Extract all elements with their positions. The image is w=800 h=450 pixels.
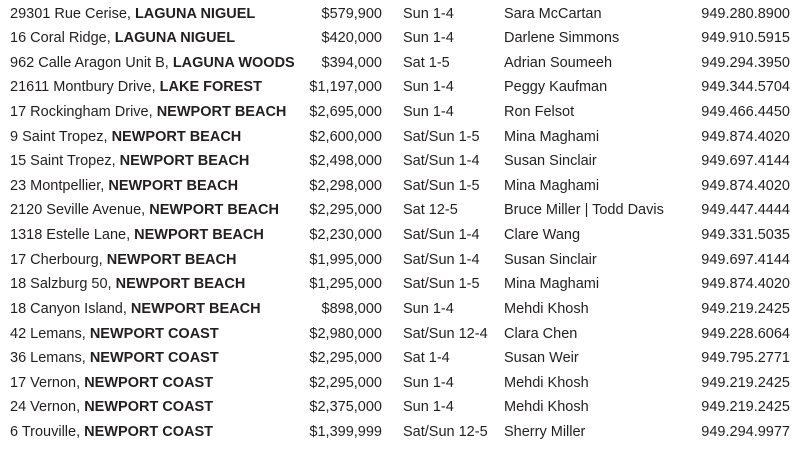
listing-price: $2,230,000 <box>309 227 382 244</box>
listing-open-hours: Sat/Sun 1-4 <box>403 153 480 170</box>
listing-price: $1,399,999 <box>309 424 382 441</box>
listing-address-cell <box>10 297 261 322</box>
listing-price: $2,695,000 <box>309 103 382 120</box>
listing-row <box>0 51 800 76</box>
listing-row <box>0 2 800 27</box>
listing-open-hours: Sat/Sun 12-4 <box>403 325 488 342</box>
listing-agent: Mina Maghami <box>504 128 600 145</box>
listing-address-cell <box>10 223 264 248</box>
listing-phone: 949.331.5035 <box>701 227 790 244</box>
listing-agent: Susan Weir <box>504 350 579 367</box>
listing-phone: 949.219.2425 <box>701 300 790 317</box>
listing-row <box>0 346 800 371</box>
listing-street: 24 Vernon, <box>10 399 81 416</box>
listing-row <box>0 272 800 297</box>
listing-address-cell <box>10 371 213 396</box>
listing-price: $2,498,000 <box>309 153 382 170</box>
listing-city: NEWPORT BEACH <box>106 251 237 268</box>
listing-row <box>0 420 800 445</box>
listing-agent: Sherry Miller <box>504 424 586 441</box>
listing-phone: 949.344.5704 <box>701 79 790 96</box>
listing-city: NEWPORT BEACH <box>149 202 279 219</box>
listing-street: 17 Rockingham Drive, <box>10 103 153 120</box>
listing-open-hours: Sat/Sun 1-4 <box>403 227 480 244</box>
listing-address-cell <box>10 198 279 223</box>
listing-address-cell <box>10 420 213 445</box>
listing-phone: 949.219.2425 <box>701 374 790 391</box>
listing-agent: Mina Maghami <box>504 177 600 194</box>
listing-price: $2,295,000 <box>309 374 382 391</box>
listing-agent: Adrian Soumeeh <box>504 54 613 71</box>
listing-open-hours: Sun 1-4 <box>403 30 454 47</box>
listing-street: 6 Trouville, <box>10 424 81 441</box>
listing-row <box>0 149 800 174</box>
listing-row <box>0 174 800 199</box>
listing-phone: 949.874.4020 <box>701 128 790 145</box>
listing-agent: Clare Wang <box>504 227 581 244</box>
listing-address-cell <box>10 26 235 51</box>
listing-phone: 949.447.4444 <box>701 202 790 219</box>
listing-address-cell <box>10 75 262 100</box>
listing-row <box>0 395 800 420</box>
listing-address-cell <box>10 322 219 347</box>
listing-agent: Mehdi Khosh <box>504 300 589 317</box>
listing-street: 23 Montpellier, <box>10 177 105 194</box>
listing-open-hours: Sun 1-4 <box>403 103 454 120</box>
listing-price: $2,375,000 <box>309 399 382 416</box>
listing-address-cell <box>10 272 245 297</box>
listing-phone: 949.874.4020 <box>701 276 790 293</box>
listing-open-hours: Sat/Sun 12-5 <box>403 424 488 441</box>
listing-price: $1,197,000 <box>309 79 382 96</box>
listing-price: $2,600,000 <box>309 128 382 145</box>
listing-row <box>0 223 800 248</box>
listing-address-cell <box>10 125 241 150</box>
listing-agent: Bruce Miller | Todd Davis <box>504 202 664 219</box>
listing-open-hours: Sun 1-4 <box>403 300 454 317</box>
listing-row <box>0 75 800 100</box>
listing-open-hours: Sat 1-5 <box>403 54 450 71</box>
listing-street: 1318 Estelle Lane, <box>10 227 131 244</box>
listing-row <box>0 371 800 396</box>
listing-city: NEWPORT BEACH <box>156 103 287 120</box>
listing-row <box>0 297 800 322</box>
listing-city: LAGUNA NIGUEL <box>134 5 256 22</box>
listing-city: LAGUNA WOODS <box>172 54 295 71</box>
listing-row <box>0 198 800 223</box>
listing-price: $394,000 <box>321 54 382 71</box>
listing-city: NEWPORT BEACH <box>108 177 239 194</box>
listing-price: $2,980,000 <box>309 325 382 342</box>
listing-phone: 949.228.6064 <box>701 325 790 342</box>
listing-price: $2,298,000 <box>309 177 382 194</box>
listing-open-hours: Sat/Sun 1-5 <box>403 177 480 194</box>
listing-street: 36 Lemans, <box>10 350 86 367</box>
listing-city: LAKE FOREST <box>159 79 262 96</box>
listing-row <box>0 100 800 125</box>
listing-phone: 949.466.4450 <box>701 103 790 120</box>
listing-agent: Ron Felsot <box>504 103 575 120</box>
listing-open-hours: Sat/Sun 1-5 <box>403 128 480 145</box>
listing-city: NEWPORT COAST <box>84 399 214 416</box>
listing-city: NEWPORT BEACH <box>119 153 250 170</box>
listing-phone: 949.874.4020 <box>701 177 790 194</box>
listing-address-cell <box>10 51 295 76</box>
listing-agent: Mina Maghami <box>504 276 600 293</box>
listing-street: 15 Saint Tropez, <box>10 153 116 170</box>
listing-phone: 949.294.9977 <box>701 424 790 441</box>
listing-open-hours: Sun 1-4 <box>403 5 454 22</box>
listing-address-cell <box>10 100 286 125</box>
listing-phone: 949.795.2771 <box>701 350 790 367</box>
listing-open-hours: Sun 1-4 <box>403 399 454 416</box>
listing-street: 29301 Rue Cerise, <box>10 5 131 22</box>
listing-phone: 949.697.4144 <box>701 251 790 268</box>
listing-address-cell <box>10 346 219 371</box>
listing-city: NEWPORT COAST <box>84 374 214 391</box>
listing-agent: Susan Sinclair <box>504 153 597 170</box>
listing-city: NEWPORT BEACH <box>111 128 242 145</box>
listing-agent: Sara McCartan <box>504 5 602 22</box>
listing-price: $2,295,000 <box>309 350 382 367</box>
listing-street: 18 Canyon Island, <box>10 300 127 317</box>
listing-row <box>0 322 800 347</box>
listing-address-cell <box>10 395 213 420</box>
listing-city: NEWPORT BEACH <box>130 300 261 317</box>
listing-open-hours: Sat/Sun 1-5 <box>403 276 480 293</box>
listing-address-cell <box>10 2 255 27</box>
listing-open-hours: Sat 1-4 <box>403 350 450 367</box>
listing-city: NEWPORT COAST <box>89 350 219 367</box>
listing-phone: 949.280.8900 <box>701 5 790 22</box>
listing-open-hours: Sat/Sun 1-4 <box>403 251 480 268</box>
listing-city: LAGUNA NIGUEL <box>114 30 236 47</box>
listing-agent: Susan Sinclair <box>504 251 597 268</box>
listing-street: 2120 Seville Avenue, <box>10 202 146 219</box>
listing-agent: Clara Chen <box>504 325 578 342</box>
listing-city: NEWPORT COAST <box>84 424 214 441</box>
listing-street: 16 Coral Ridge, <box>10 30 111 47</box>
listing-row <box>0 248 800 273</box>
listing-agent: Mehdi Khosh <box>504 374 589 391</box>
listing-street: 18 Salzburg 50, <box>10 276 112 293</box>
listing-address-cell <box>10 248 236 273</box>
listing-row <box>0 26 800 51</box>
listing-street: 42 Lemans, <box>10 325 86 342</box>
listing-open-hours: Sat 12-5 <box>403 202 458 219</box>
listing-agent: Mehdi Khosh <box>504 399 589 416</box>
listing-price: $1,295,000 <box>309 276 382 293</box>
listing-row <box>0 125 800 150</box>
listing-price: $1,995,000 <box>309 251 382 268</box>
listing-city: NEWPORT BEACH <box>134 227 264 244</box>
listing-agent: Peggy Kaufman <box>504 79 608 96</box>
listing-phone: 949.219.2425 <box>701 399 790 416</box>
listing-city: NEWPORT BEACH <box>115 276 246 293</box>
listing-agent: Darlene Simmons <box>504 30 620 47</box>
listing-price: $579,900 <box>321 5 382 22</box>
listing-street: 962 Calle Aragon Unit B, <box>10 54 169 71</box>
listing-street: 17 Vernon, <box>10 374 81 391</box>
listing-price: $420,000 <box>321 30 382 47</box>
listing-open-hours: Sun 1-4 <box>403 374 454 391</box>
listing-street: 9 Saint Tropez, <box>10 128 108 145</box>
listing-phone: 949.294.3950 <box>701 54 790 71</box>
listing-address-cell <box>10 149 249 174</box>
listing-phone: 949.910.5915 <box>701 30 790 47</box>
listing-phone: 949.697.4144 <box>701 153 790 170</box>
listing-address-cell <box>10 174 238 199</box>
listing-street: 21611 Montbury Drive, <box>10 79 156 96</box>
listing-price: $2,295,000 <box>309 202 382 219</box>
listing-street: 17 Cherbourg, <box>10 251 103 268</box>
listing-open-hours: Sun 1-4 <box>403 79 454 96</box>
listing-city: NEWPORT COAST <box>89 325 219 342</box>
listing-price: $898,000 <box>321 300 382 317</box>
